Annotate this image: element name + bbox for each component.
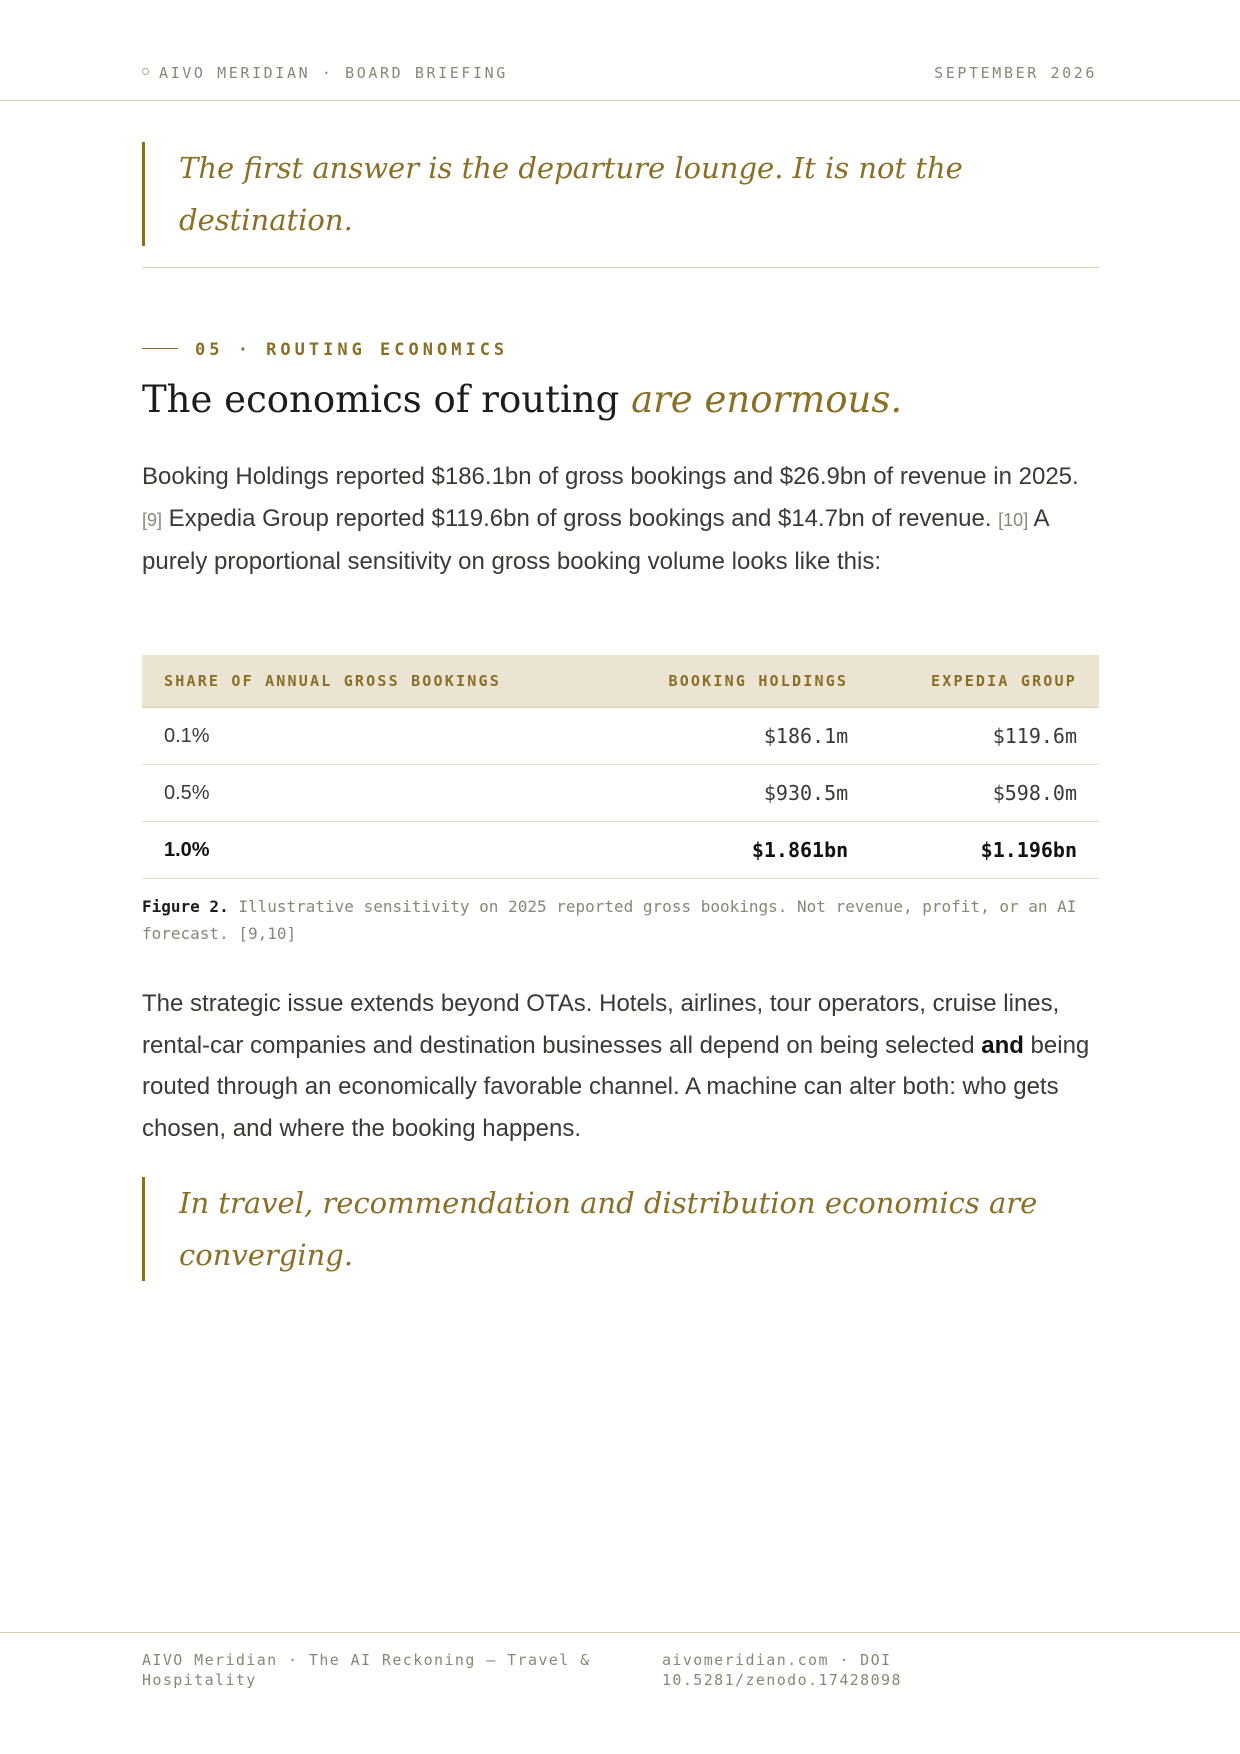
cell-booking-holdings: $1.861bn [601, 822, 870, 879]
sensitivity-table [142, 655, 1099, 879]
footer-right: aivomeridian.com · DOI 10.5281/zenodo.17428098 [662, 1651, 902, 1689]
table-row [142, 765, 1099, 822]
paragraph-booking-figures [142, 456, 1082, 583]
caption-label: Figure 2. [142, 897, 229, 916]
cell-booking-holdings: $186.1m [601, 708, 870, 765]
running-header [0, 0, 1240, 101]
column-header-booking-holdings: BOOKING HOLDINGS [601, 655, 870, 708]
cell-expedia-group: $1.196bn [870, 822, 1099, 879]
citation-9[interactable]: [9] [142, 509, 163, 530]
pullquote-top: The first answer is the departure lounge. It is not the destination. [142, 142, 1139, 246]
para2-part2: being routed through an economically favorable channel. A machine can alter both: who gets chosen, and where the booking happens. [142, 1031, 1090, 1142]
citation-10[interactable]: [10] [998, 509, 1029, 530]
caption-text: Illustrative sensitivity on 2025 reported gross bookings. Not revenue, profit, or an AI forecast. [9,10] [142, 897, 1077, 943]
header-left-text: AIVO MERIDIAN · BOARD BRIEFING [159, 64, 508, 82]
cell-share: 0.5% [142, 765, 601, 822]
bullet-icon [142, 68, 149, 75]
section-heading [142, 378, 902, 421]
cell-expedia-group: $598.0m [870, 765, 1099, 822]
cell-expedia-group: $119.6m [870, 708, 1099, 765]
table-row [142, 708, 1099, 765]
header-right: SEPTEMBER 2026 [934, 64, 1097, 82]
para2-emphasis: and [981, 1031, 1024, 1059]
table-header-row [142, 655, 1099, 708]
column-header-share: SHARE OF ANNUAL GROSS BOOKINGS [142, 655, 601, 708]
cell-share: 1.0% [142, 822, 601, 879]
kicker-text: 05 · ROUTING ECONOMICS [195, 340, 509, 360]
footer-divider [0, 1632, 1240, 1633]
para1-part2: Expedia Group reported $119.6bn of gross bookings and $14.7bn of revenue. [162, 504, 999, 532]
cell-booking-holdings: $930.5m [601, 765, 870, 822]
para1-part1: Booking Holdings reported $186.1bn of gross bookings and $26.9bn of revenue in 2025. [142, 463, 1079, 490]
pullquote-bottom: In travel, recommendation and distribution economics are converging. [142, 1177, 1139, 1281]
footer-left: AIVO Meridian · The AI Reckoning — Travel & Hospitality [142, 1651, 591, 1689]
heading-accent: are enormous. [631, 378, 903, 421]
para2-part1: The strategic issue extends beyond OTAs. Hotels, airlines, tour operators, cruise lines, rental-car companies and destination businesses all depend on being selected [142, 990, 1060, 1059]
cell-share: 0.1% [142, 708, 601, 765]
figure-caption [142, 893, 1092, 947]
para1-part3: A purely proportional sensitivity on gross booking volume looks like this: [142, 504, 1049, 575]
table-row-emphasized [142, 822, 1099, 879]
column-header-expedia-group: EXPEDIA GROUP [870, 655, 1099, 708]
kicker-rule [142, 348, 178, 349]
paragraph-strategic-issue [142, 983, 1100, 1149]
heading-main: The economics of routing [142, 378, 632, 421]
header-left [142, 64, 508, 82]
section-divider [142, 267, 1099, 268]
section-kicker [142, 340, 508, 360]
